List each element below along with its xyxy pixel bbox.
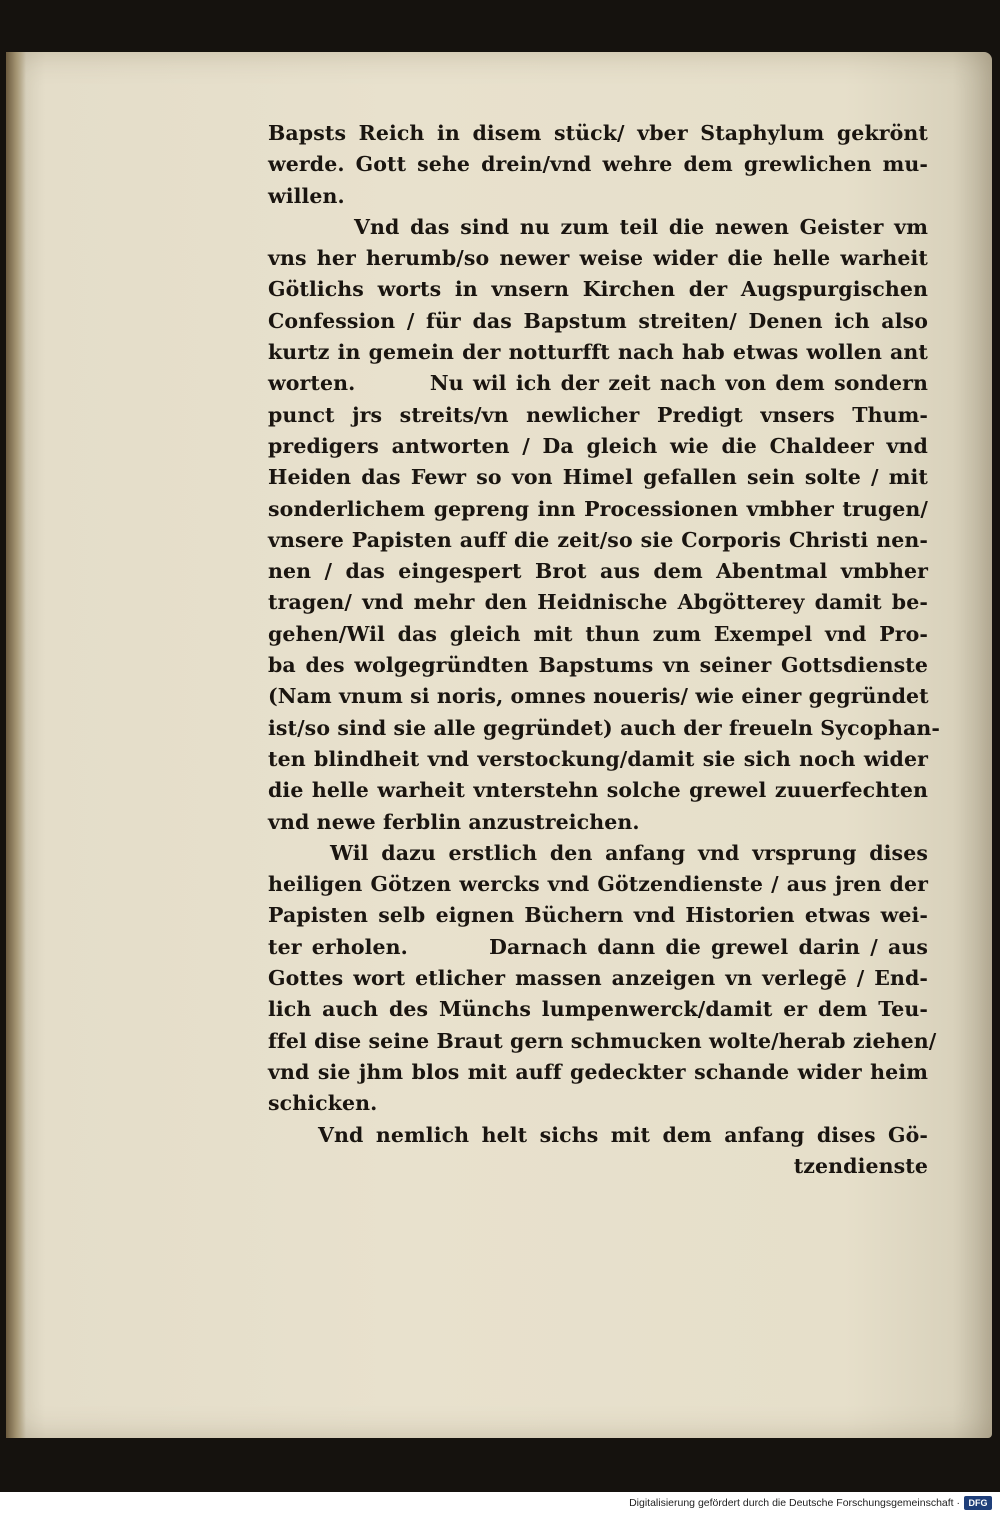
text-line: (Nam vnum si noris, omnes noueris/ wie einer gegründet — [268, 684, 929, 709]
text-line: schicken. — [268, 1091, 378, 1116]
text-line: ist/so sind sie alle gegründet) auch der freueln Sycophan- — [268, 715, 940, 740]
paragraph-start-line: Vnd nemlich helt sichs mit dem anfang dises Gö- — [318, 1122, 928, 1147]
text-line: ffel dise seine Braut gern schmucken wolte/herab ziehen/ — [268, 1028, 937, 1053]
body-text — [268, 118, 940, 1182]
catchword: tzendienste — [793, 1153, 928, 1178]
text-line: ba des wolgegründten Bapstums vn seiner Gottsdienste — [268, 653, 928, 678]
text-line: sonderlichem gepreng inn Processionen vmbher trugen/ — [268, 496, 928, 521]
text-line: gehen/Wil das gleich mit thun zum Exempel vnd Pro- — [268, 621, 928, 646]
text-line: Bapsts Reich in disem stück/ vber Staphylum gekrönt — [268, 121, 928, 145]
text-line: werde. Gott sehe drein/vnd wehre dem grewlichen mu- — [268, 152, 928, 177]
paragraph-start-line: Vnd das sind nu zum teil die newen Geister vm — [354, 214, 928, 239]
text-line: ten blindheit vnd verstockung/damit sie sich noch wider — [268, 746, 928, 771]
text-line: punct jrs streits/vn newlicher Predigt vnsers Thum- — [268, 402, 928, 427]
text-line: willen. — [268, 183, 345, 208]
page-gutter — [6, 52, 26, 1438]
text-line: vnd sie jhm blos mit auff gedeckter schande wider heim — [268, 1059, 928, 1084]
text-line: vns her herumb/so newer weise wider die helle warheit — [268, 246, 928, 271]
text-line: vnd newe ferblin anzustreichen. — [268, 809, 640, 834]
footer-bar — [0, 1492, 1000, 1515]
text-line: Götlichs worts in vnsern Kirchen der Augspurgischen — [268, 277, 928, 302]
funding-credit: Digitalisierung gefördert durch die Deutsche Forschungsgemeinschaft · — [629, 1497, 960, 1509]
text-line: worten. Nu wil ich der zeit nach von dem sondern — [268, 371, 928, 396]
text-line: vnsere Papisten auff die zeit/so sie Corporis Christi nen- — [268, 527, 928, 552]
paragraph-start-line: Wil dazu erstlich den anfang vnd vrsprung dises — [330, 840, 928, 865]
text-line: predigers antworten / Da gleich wie die Chaldeer vnd — [268, 433, 928, 458]
text-line: Confession / für das Bapstum streiten/ Denen ich also — [268, 308, 928, 333]
text-line: Heiden das Fewr so von Himel gefallen sein solte / mit — [268, 465, 928, 490]
text-line: kurtz in gemein der notturfft nach hab etwas wollen ant — [268, 340, 928, 365]
text-line: Papisten selb eignen Büchern vnd Historien etwas wei- — [268, 903, 928, 928]
text-line: die helle warheit vnterstehn solche grewel zuuerfechten — [268, 778, 928, 803]
text-line: nen / das eingespert Brot aus dem Abentmal vmbher — [268, 559, 928, 584]
text-line: Gottes wort etlicher massen anzeigen vn verlegē / End- — [268, 966, 928, 991]
text-line: ter erholen. Darnach dann die grewel darin / aus — [268, 934, 928, 959]
text-line: lich auch des Münchs lumpenwerck/damit er dem Teu- — [268, 997, 928, 1022]
dfg-logo: DFG — [964, 1496, 992, 1510]
text-line: heiligen Götzen wercks vnd Götzendienste / aus jren der — [268, 872, 928, 897]
text-line: tragen/ vnd mehr den Heidnische Abgötterey damit be- — [268, 590, 928, 615]
